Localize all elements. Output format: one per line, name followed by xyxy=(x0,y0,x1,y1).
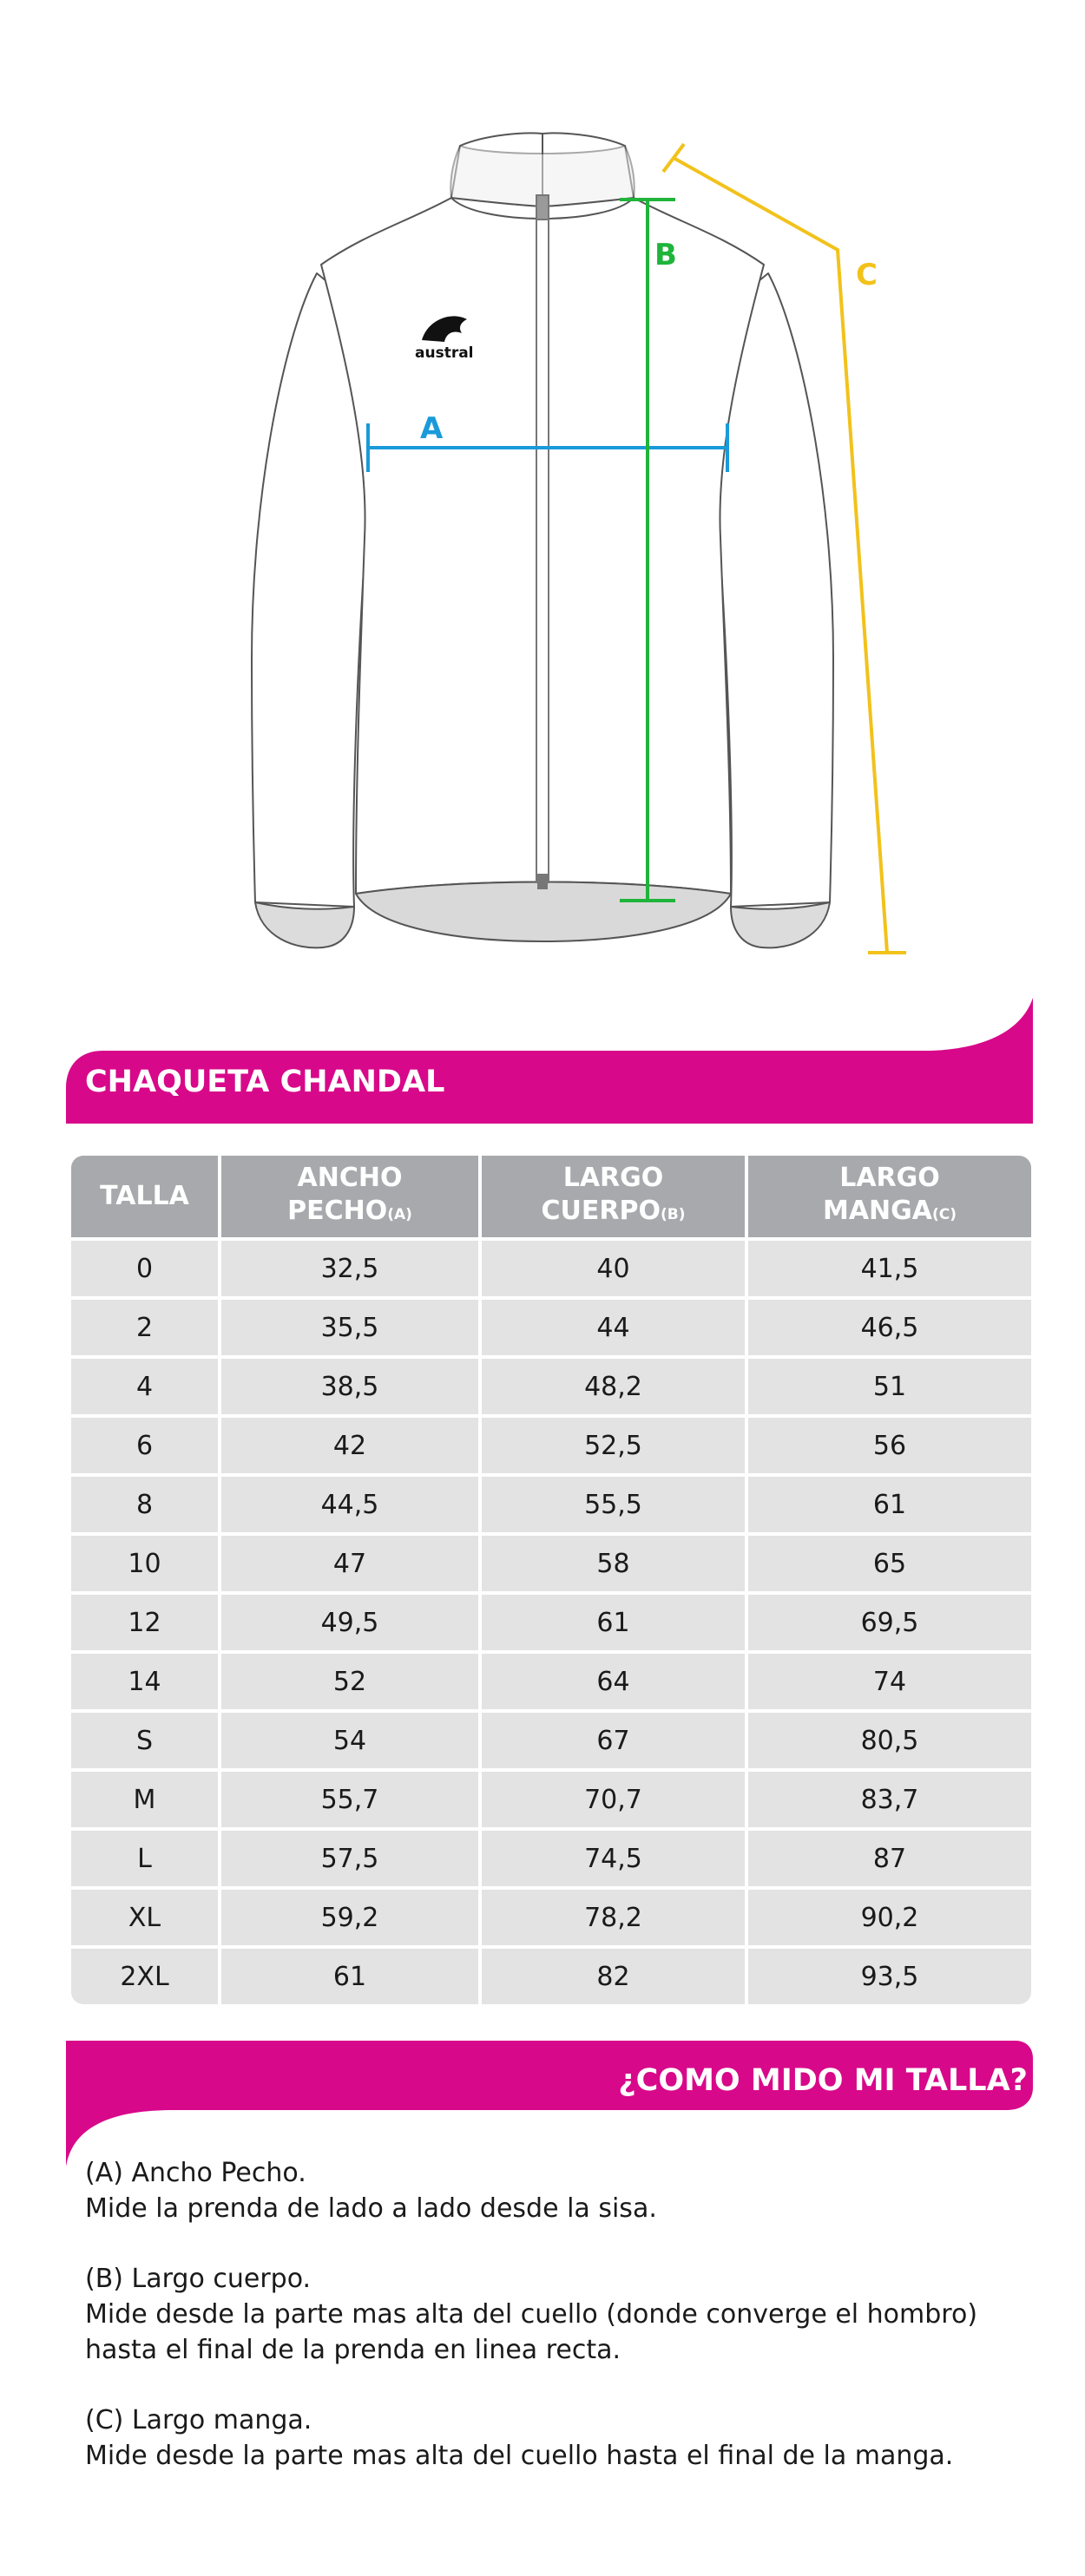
cell-body: 61 xyxy=(482,1595,745,1650)
cell-sleeve: 90,2 xyxy=(748,1890,1031,1945)
cell-body: 52,5 xyxy=(482,1418,745,1473)
table-row xyxy=(71,1536,1031,1591)
cell-size: 6 xyxy=(71,1418,218,1473)
cell-size: XL xyxy=(71,1890,218,1945)
instruction-a xyxy=(85,2155,1040,2226)
header-talla: TALLA xyxy=(71,1156,218,1237)
instruction-b-title: (B) Largo cuerpo. xyxy=(85,2264,312,2294)
cell-chest: 47 xyxy=(221,1536,478,1591)
section-header-band xyxy=(0,998,1085,1124)
cell-body: 58 xyxy=(482,1536,745,1591)
cell-chest: 61 xyxy=(221,1949,478,2004)
cell-size: S xyxy=(71,1713,218,1768)
cell-chest: 52 xyxy=(221,1654,478,1709)
svg-text:austral: austral xyxy=(415,344,474,362)
instruction-c xyxy=(85,2402,1040,2474)
cell-size: 2XL xyxy=(71,1949,218,2004)
cell-chest: 59,2 xyxy=(221,1890,478,1945)
cell-body: 48,2 xyxy=(482,1359,745,1414)
table-row xyxy=(71,1418,1031,1473)
cell-body: 44 xyxy=(482,1300,745,1355)
table-row xyxy=(71,1300,1031,1355)
table-row xyxy=(71,1595,1031,1650)
header-largo-manga: LARGO MANGA(C) xyxy=(748,1156,1031,1237)
cell-size: 12 xyxy=(71,1595,218,1650)
cell-chest: 49,5 xyxy=(221,1595,478,1650)
cell-body: 78,2 xyxy=(482,1890,745,1945)
header-ancho-pecho: ANCHO PECHO(A) xyxy=(221,1156,478,1237)
table-row xyxy=(71,1772,1031,1827)
cell-chest: 35,5 xyxy=(221,1300,478,1355)
cell-chest: 55,7 xyxy=(221,1772,478,1827)
cell-body: 55,5 xyxy=(482,1477,745,1532)
cell-sleeve: 65 xyxy=(748,1536,1031,1591)
cell-body: 70,7 xyxy=(482,1772,745,1827)
jacket-body xyxy=(321,198,764,894)
cell-sleeve: 51 xyxy=(748,1359,1031,1414)
table-row xyxy=(71,1949,1031,2004)
size-table xyxy=(68,1152,1035,2008)
table-row xyxy=(71,1241,1031,1296)
table-row xyxy=(71,1890,1031,1945)
table-row xyxy=(71,1477,1031,1532)
instruction-b-text: Mide desde la parte mas alta del cuello (donde converge el hombro) xyxy=(85,2299,978,2330)
cell-size: 8 xyxy=(71,1477,218,1532)
cell-chest: 57,5 xyxy=(221,1831,478,1886)
instruction-b xyxy=(85,2261,1040,2368)
table-row xyxy=(71,1654,1031,1709)
instruction-c-title: (C) Largo manga. xyxy=(85,2405,312,2435)
cell-chest: 42 xyxy=(221,1418,478,1473)
table-header-row xyxy=(71,1156,1031,1237)
cell-sleeve: 93,5 xyxy=(748,1949,1031,2004)
cell-sleeve: 80,5 xyxy=(748,1713,1031,1768)
cell-body: 40 xyxy=(482,1241,745,1296)
cell-sleeve: 41,5 xyxy=(748,1241,1031,1296)
hem xyxy=(356,882,731,942)
instruction-b-text: hasta el final de la prenda en linea recta. xyxy=(85,2335,621,2365)
cell-body: 67 xyxy=(482,1713,745,1768)
cell-sleeve: 61 xyxy=(748,1477,1031,1532)
table-row xyxy=(71,1713,1031,1768)
cell-size: 2 xyxy=(71,1300,218,1355)
left-cuff xyxy=(255,902,354,947)
section-title: CHAQUETA CHANDAL xyxy=(85,1065,445,1099)
measure-a-label: A xyxy=(420,411,444,446)
header-largo-cuerpo: LARGO CUERPO(B) xyxy=(482,1156,745,1237)
right-cuff xyxy=(731,902,830,947)
cell-body: 64 xyxy=(482,1654,745,1709)
cell-size: 14 xyxy=(71,1654,218,1709)
cell-size: 10 xyxy=(71,1536,218,1591)
table-row xyxy=(71,1831,1031,1886)
table-row xyxy=(71,1359,1031,1414)
cell-size: M xyxy=(71,1772,218,1827)
cell-chest: 54 xyxy=(221,1713,478,1768)
cell-sleeve: 87 xyxy=(748,1831,1031,1886)
how-to-measure-title: ¿COMO MIDO MI TALLA? xyxy=(618,2063,1028,2098)
cell-size: 4 xyxy=(71,1359,218,1414)
cell-sleeve: 83,7 xyxy=(748,1772,1031,1827)
instruction-a-text: Mide la prenda de lado a lado desde la sisa. xyxy=(85,2193,657,2224)
cell-size: 0 xyxy=(71,1241,218,1296)
cell-sleeve: 46,5 xyxy=(748,1300,1031,1355)
measure-b-label: B xyxy=(654,238,677,272)
cell-chest: 32,5 xyxy=(221,1241,478,1296)
how-to-measure-band xyxy=(0,2041,1085,2171)
jacket-measurement-figure xyxy=(0,0,1085,963)
instruction-a-title: (A) Ancho Pecho. xyxy=(85,2158,306,2188)
cell-sleeve: 74 xyxy=(748,1654,1031,1709)
measurement-instructions xyxy=(85,2155,1040,2508)
cell-size: L xyxy=(71,1831,218,1886)
measure-c-label: C xyxy=(856,258,878,292)
cell-body: 74,5 xyxy=(482,1831,745,1886)
cell-chest: 38,5 xyxy=(221,1359,478,1414)
cell-sleeve: 56 xyxy=(748,1418,1031,1473)
cell-body: 82 xyxy=(482,1949,745,2004)
cell-sleeve: 69,5 xyxy=(748,1595,1031,1650)
cell-chest: 44,5 xyxy=(221,1477,478,1532)
instruction-c-text: Mide desde la parte mas alta del cuello hasta el final de la manga. xyxy=(85,2441,954,2471)
